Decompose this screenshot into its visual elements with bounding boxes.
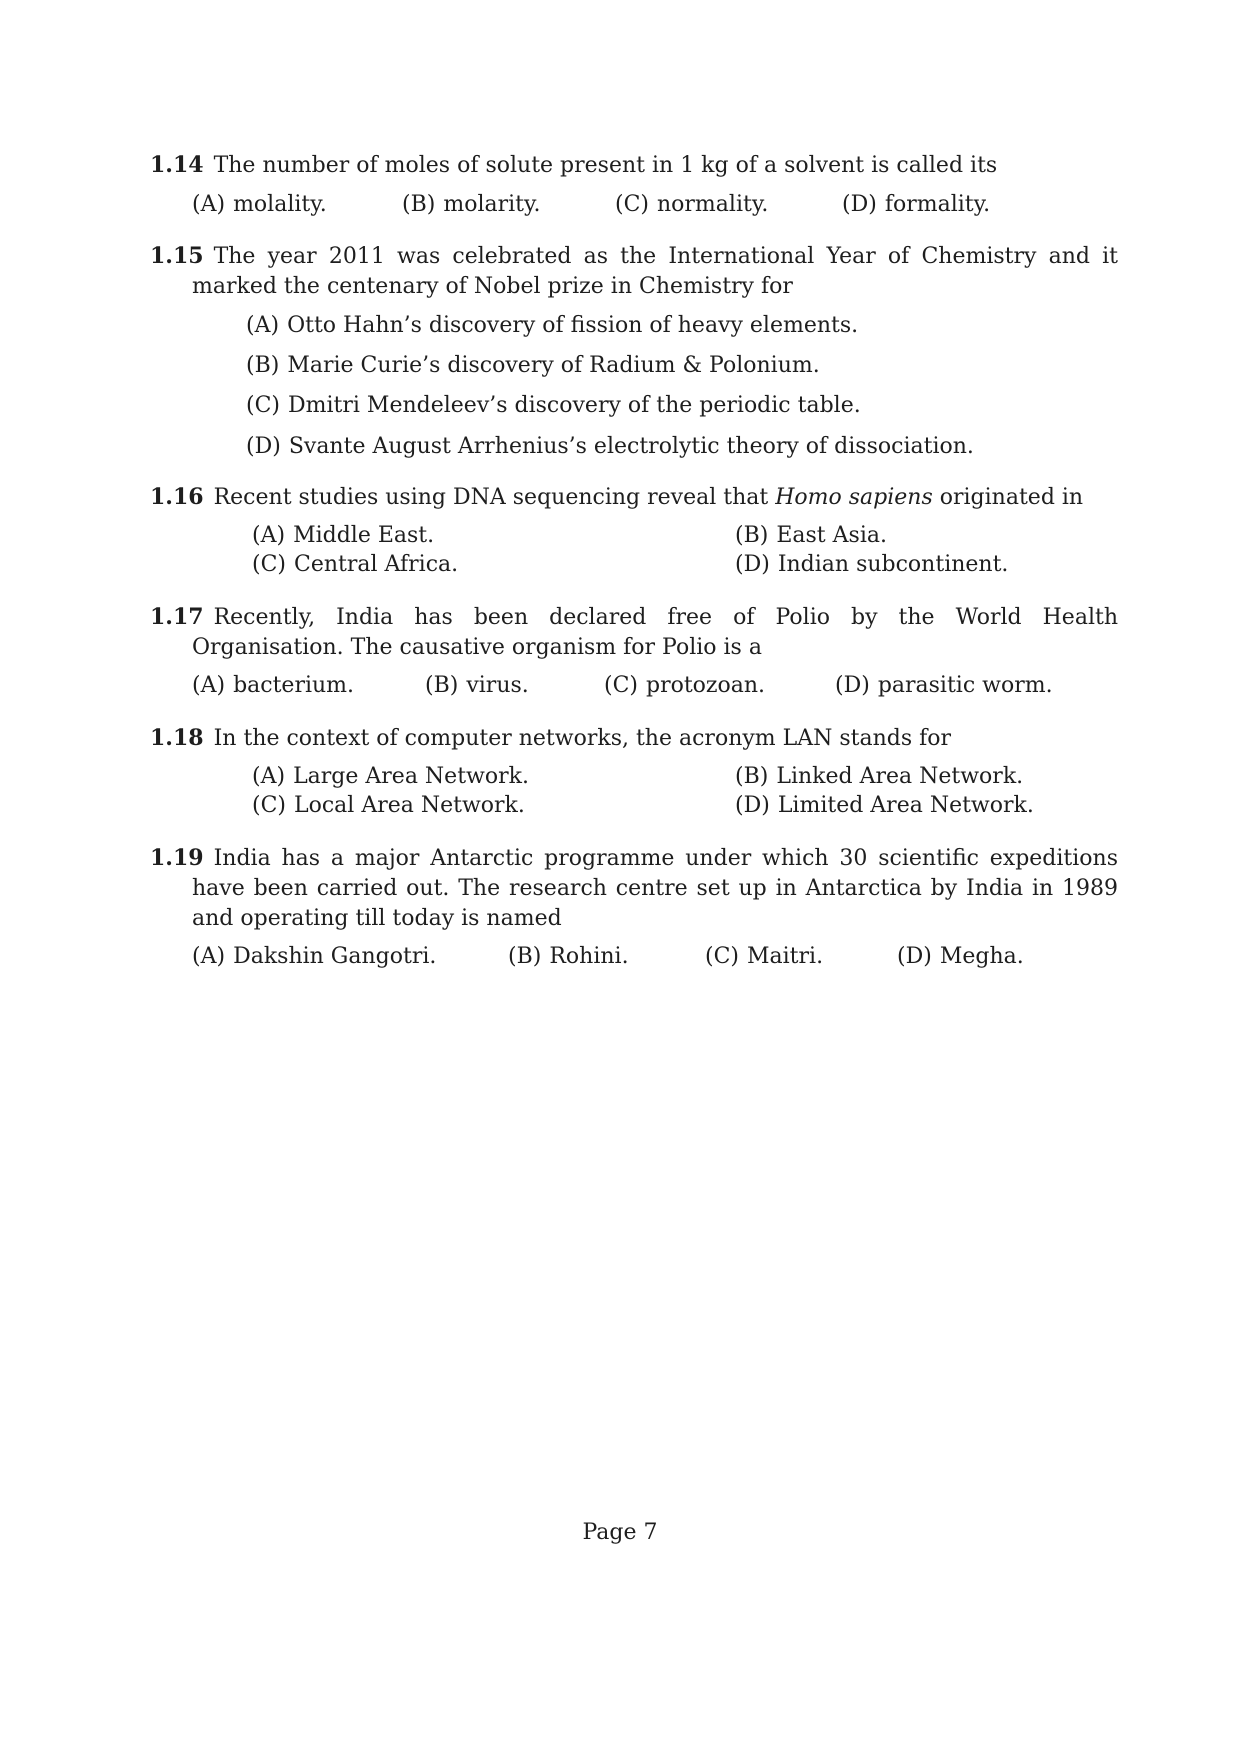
question-stem: The year 2011 was celebrated as the International Year of Chemistry and it marked the centenary of Nobel prize in Chemistry for — [192, 244, 1118, 299]
option-label: (D) — [735, 552, 770, 577]
question-1-16 — [150, 482, 1118, 513]
question-number: 1.16 — [150, 484, 204, 510]
option-d — [735, 550, 1008, 580]
option-label: (C) — [604, 673, 638, 698]
option-label: (A) — [192, 192, 226, 217]
option-c — [604, 671, 765, 701]
option-c — [615, 190, 768, 220]
option-a — [192, 671, 354, 701]
option-a — [252, 762, 529, 792]
option-b — [246, 351, 820, 381]
option-text: Otto Hahn’s discovery of fission of heavy elements. — [287, 313, 859, 338]
option-b — [508, 942, 629, 972]
question-number: 1.18 — [150, 725, 204, 751]
option-label: (C) — [615, 192, 649, 217]
option-text: Middle East. — [293, 523, 435, 548]
question-text — [150, 241, 1118, 302]
option-text: Limited Area Network. — [777, 793, 1034, 818]
question-stem: India has a major Antarctic programme under which 30 scientific expeditions have been carried out. The research centre set up in Antarctica by India in 1989 and operating till today is named — [192, 846, 1118, 931]
option-a — [192, 190, 327, 220]
option-label: (C) — [246, 393, 280, 418]
option-text: East Asia. — [776, 523, 887, 548]
question-number: 1.14 — [150, 152, 204, 178]
option-text: Indian subcontinent. — [777, 552, 1009, 577]
option-label: (D) — [842, 192, 877, 217]
option-b — [735, 762, 1023, 792]
page-number: Page 7 — [582, 1520, 658, 1545]
question-number: 1.17 — [150, 604, 204, 630]
option-text: Maitri. — [747, 944, 824, 969]
option-label: (B) — [246, 353, 280, 378]
option-label: (B) — [508, 944, 542, 969]
option-text: Local Area Network. — [294, 793, 525, 818]
question-1-19 — [150, 843, 1118, 934]
question-text — [150, 482, 1118, 513]
option-label: (A) — [192, 944, 226, 969]
option-label: (C) — [705, 944, 739, 969]
option-text: Megha. — [939, 944, 1024, 969]
option-label: (B) — [735, 523, 769, 548]
species-name: Homo sapiens — [775, 485, 933, 510]
option-label: (C) — [252, 793, 286, 818]
option-text: protozoan. — [646, 673, 766, 698]
option-text: Central Africa. — [294, 552, 459, 577]
option-text: Dmitri Mendeleev’s discovery of the periodic table. — [288, 393, 861, 418]
option-b — [735, 521, 887, 551]
option-text: Marie Curie’s discovery of Radium & Polonium. — [287, 353, 820, 378]
option-label: (D) — [897, 944, 932, 969]
option-a — [246, 311, 858, 341]
option-c — [252, 550, 458, 580]
question-number: 1.19 — [150, 845, 204, 871]
option-text: molality. — [233, 192, 327, 217]
option-text: bacterium. — [233, 673, 355, 698]
question-stem: In the context of computer networks, the acronym LAN stands for — [213, 726, 952, 751]
option-text: molarity. — [443, 192, 541, 217]
question-text — [150, 843, 1118, 934]
option-text: formality. — [884, 192, 991, 217]
option-a — [252, 521, 434, 551]
option-a — [192, 942, 436, 972]
option-label: (D) — [246, 434, 281, 459]
option-d — [897, 942, 1024, 972]
option-d — [246, 432, 974, 462]
question-number: 1.15 — [150, 243, 204, 269]
question-stem-end: originated in — [939, 485, 1084, 510]
question-1-17 — [150, 602, 1118, 663]
option-label: (C) — [252, 552, 286, 577]
question-text — [150, 723, 1118, 754]
option-label: (D) — [735, 793, 770, 818]
option-text: Rohini. — [549, 944, 629, 969]
option-b — [425, 671, 529, 701]
question-text — [150, 150, 1118, 181]
option-c — [252, 791, 525, 821]
option-text: virus. — [466, 673, 529, 698]
option-text: Large Area Network. — [293, 764, 529, 789]
question-stem: The number of moles of solute present in 1 kg of a solvent is called its — [213, 153, 998, 178]
option-text: Svante August Arrhenius’s electrolytic theory of dissociation. — [288, 434, 974, 459]
question-1-14 — [150, 150, 1118, 181]
question-text — [150, 602, 1118, 663]
option-text: normality. — [657, 192, 769, 217]
option-d — [835, 671, 1053, 701]
question-1-18 — [150, 723, 1118, 754]
question-1-15 — [150, 241, 1118, 302]
option-d — [842, 190, 990, 220]
option-label: (A) — [246, 313, 280, 338]
option-label: (B) — [735, 764, 769, 789]
option-text: parasitic worm. — [877, 673, 1053, 698]
option-label: (B) — [402, 192, 436, 217]
option-b — [402, 190, 541, 220]
question-stem-start: Recent studies using DNA sequencing reveal that — [213, 485, 769, 510]
option-label: (A) — [252, 764, 286, 789]
option-c — [246, 391, 861, 421]
option-d — [735, 791, 1034, 821]
option-label: (A) — [252, 523, 286, 548]
question-stem: Recently, India has been declared free of Polio by the World Health Organisation. The causative organism for Polio is a — [192, 605, 1118, 660]
option-c — [705, 942, 823, 972]
option-label: (A) — [192, 673, 226, 698]
option-label: (D) — [835, 673, 870, 698]
option-text: Linked Area Network. — [776, 764, 1024, 789]
option-text: Dakshin Gangotri. — [233, 944, 437, 969]
option-label: (B) — [425, 673, 459, 698]
